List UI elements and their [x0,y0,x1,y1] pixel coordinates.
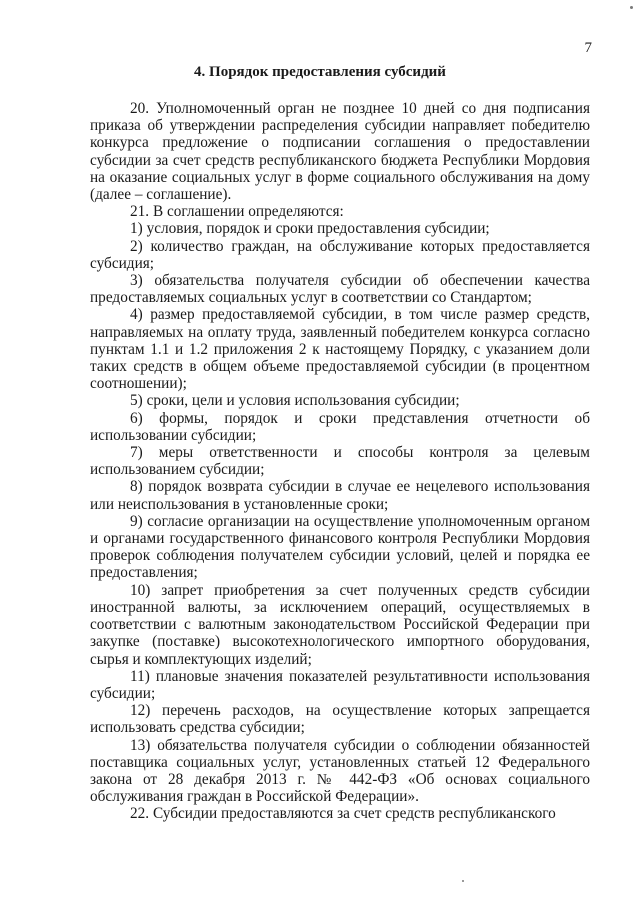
list-item-10: 10) запрет приобретения за счет полученных средств субсидии иностранной валюты, за исключением операций, осуществляемых в соответствии с валютным законодательством Российской Федерации при закупке (поставке) высокотехнологического импортного оборудования, сырья и комплектующих изделий; [90,581,590,668]
list-item-5: 5) сроки, цели и условия использования субсидии; [130,392,460,410]
list-item-6: 6) формы, порядок и сроки представления отчетности об использовании субсидии; [90,409,590,444]
scan-speck [462,880,464,882]
paragraph-21: 21. В соглашении определяются: [130,203,344,221]
paragraph-20: 20. Уполномоченный орган не позднее 10 дней со дня подписания приказа об утверждении распределения субсидии направляет победителю конкурса предложение о подписании соглашения о предоставлении субсидии за счет средств республиканского бюджета Республики Мордовия на оказание социальных услуг в форме социального обслуживания на дому (далее – соглашение). [90,100,590,204]
list-item-11: 11) плановые значения показателей результативности использования субсидии; [90,667,590,702]
list-item-4: 4) размер предоставляемой субсидии, в том числе размер средств, направляемых на оплату труда, заявленный победителем конкурса согласно пунктам 1.1 и 1.2 приложения 2 к настоящему Порядку, с указанием доли таких средств в общем объеме предоставляемой субсидии (в процентном соотношении); [90,306,590,393]
paragraph-22: 22. Субсидии предоставляются за счет средств республиканского [130,805,556,823]
list-item-12: 12) перечень расходов, на осуществление которых запрещается использовать средства субсидии; [90,702,590,737]
list-item-13: 13) обязательства получателя субсидии о соблюдении обязанностей поставщика социальных услуг, установленных статьей 12 Федерального закона от 28 декабря 2013 г. № 442-ФЗ «Об основах социального обслуживания граждан в Российской Федерации». [90,736,590,806]
list-item-7: 7) меры ответственности и способы контроля за целевым использованием субсидии; [90,444,590,479]
page-number: 7 [584,40,592,56]
document-body [90,100,590,823]
list-item-2: 2) количество граждан, на обслуживание которых предоставляется субсидия; [90,237,590,272]
list-item-3: 3) обязательства получателя субсидии об обеспечении качества предоставляемых социальных услуг в соответствии со Стандартом; [90,272,590,307]
section-heading: 4. Порядок предоставления субсидий [194,64,446,80]
scan-speck [630,6,633,9]
list-item-9: 9) согласие организации на осуществление уполномоченным органом и органами государственного финансового контроля Республики Мордовия проверок соблюдения получателем субсидии условий, целей и порядка ее предоставления; [90,512,590,582]
list-item-8: 8) порядок возврата субсидии в случае ее нецелевого использования или неиспользования в установленные сроки; [90,478,590,513]
list-item-1: 1) условия, порядок и сроки предоставления субсидии; [130,220,490,238]
